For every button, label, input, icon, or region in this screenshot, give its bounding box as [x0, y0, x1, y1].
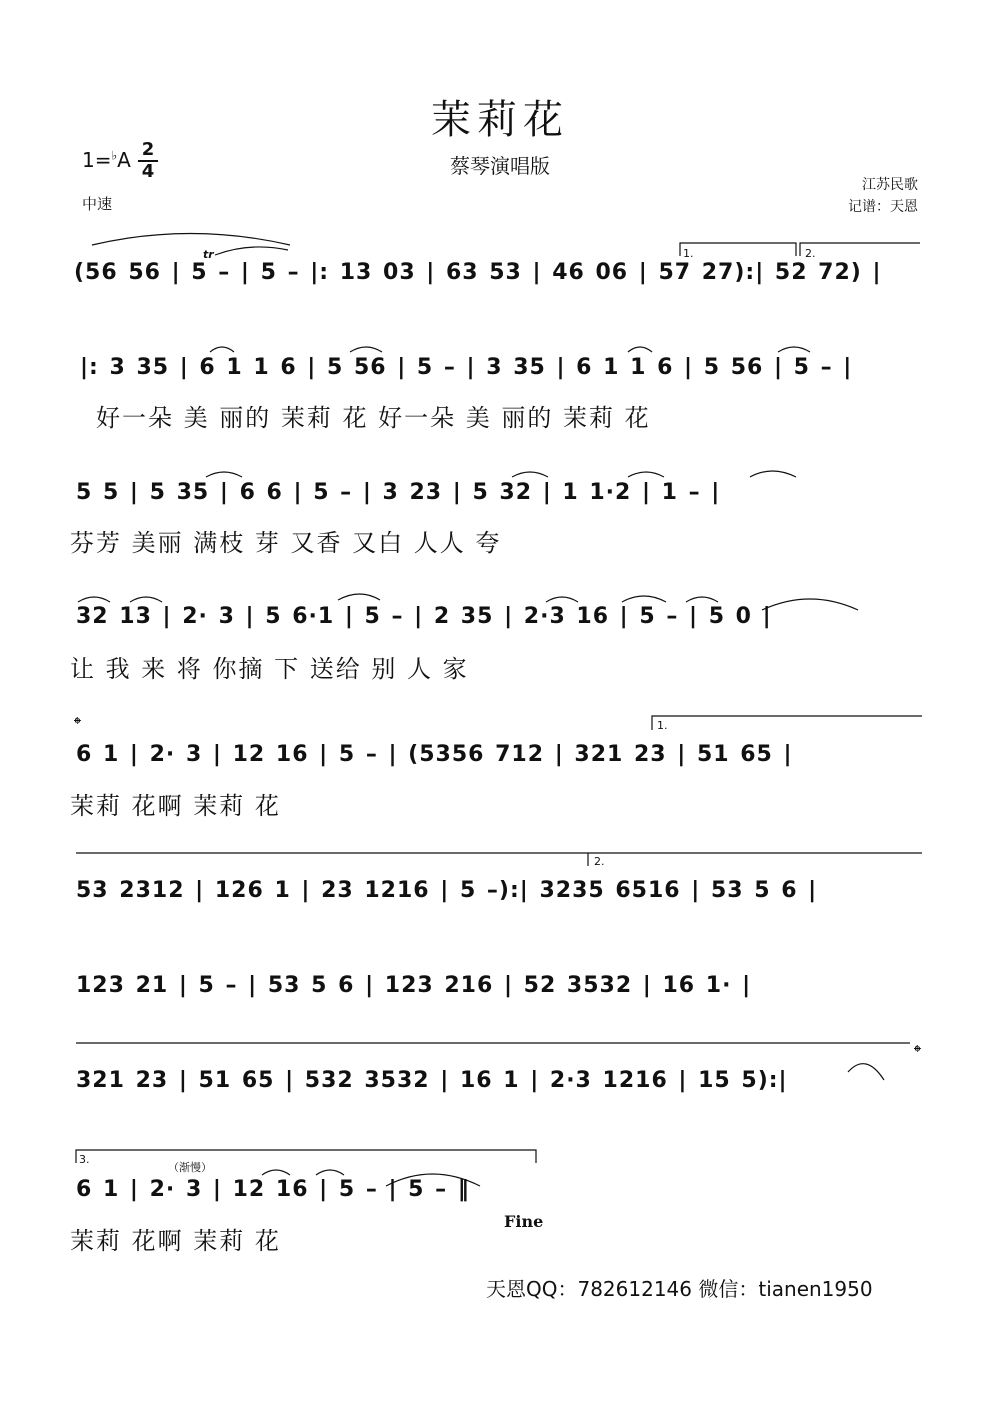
volta-bracket-2b [588, 853, 922, 866]
slur-10 [130, 597, 162, 602]
staff-line-8-notes: 321 23 | 51 65 | 532 3532 | 16 1 | 2·3 1216 | 15 5):| [76, 1068, 788, 1093]
volta-bracket-1b [652, 716, 922, 730]
slur-18 [386, 1174, 480, 1186]
time-signature-bottom: 4 [138, 160, 158, 182]
staff-line-9-lyrics: 茉莉 花啊 茉莉 花 [70, 1227, 281, 1255]
coda-mark-end: 𝄌 [914, 1040, 921, 1064]
staff-line-4-lyrics: 让 我 来 将 你摘 下 送给 别 人 家 [70, 655, 469, 683]
staff-line-6-notes: 53 2312 | 126 1 | 23 1216 | 5 –):| 3235 6516 | 53 5 6 | [76, 878, 818, 903]
slur-6 [512, 472, 548, 477]
slur-17 [316, 1170, 344, 1175]
slur-14 [686, 597, 718, 602]
time-signature-top: 2 [141, 139, 155, 160]
staff-line-1-notes: (56 56 | 5 – | 5 – |: 13 03 | 63 53 | 46 06 | 57 27):| 52 72) | [74, 260, 882, 285]
trill-mark: tr [203, 248, 214, 261]
slur-16 [262, 1170, 290, 1175]
slur-2 [350, 347, 382, 352]
staff-line-5-lyrics: 茉莉 花啊 茉莉 花 [70, 792, 281, 820]
slur-9 [78, 597, 110, 602]
slur-1 [210, 347, 234, 352]
slur-7 [628, 472, 664, 477]
song-subtitle: 蔡琴演唱版 [450, 154, 550, 178]
staff-line-5-notes: 6 1 | 2· 3 | 12 16 | 5 – | (5356 712 | 321 23 | 51 65 | [76, 742, 793, 767]
volta-1-label-b: 1. [657, 719, 668, 732]
staff-line-7-notes: 123 21 | 5 – | 53 5 6 | 123 216 | 52 3532 | 16 1· | [76, 973, 752, 998]
fine-mark: Fine [504, 1212, 544, 1231]
key-prefix: 1= [82, 148, 112, 172]
transcriber-credit: 记谱：天恩 [848, 199, 918, 215]
volta-2-label-b: 2. [594, 855, 605, 868]
coda-mark: 𝄌 [74, 712, 81, 736]
slur-8 [750, 471, 796, 477]
slur-intro [92, 234, 290, 246]
slur-3 [628, 347, 652, 352]
staff-line-3-notes: 5 5 | 5 35 | 6 6 | 5 – | 3 23 | 5 32 | 1 1·2 | 1 – | [76, 480, 721, 505]
staff-line-2-notes: |: 3 35 | 6 1 1 6 | 5 56 | 5 – | 3 35 | 6 1 1 6 | 5 56 | 5 – | [80, 355, 853, 380]
volta-bracket-1 [680, 243, 796, 256]
flat-sign: ♭ [111, 148, 118, 163]
song-title: 茉莉花 [431, 97, 569, 143]
slur-19 [848, 1064, 884, 1080]
volta-2-label: 2. [805, 247, 816, 260]
volta-bracket-3 [76, 1150, 536, 1163]
slur-12 [546, 597, 578, 602]
staff-line-4-notes: 32 13 | 2· 3 | 5 6·1 | 5 – | 2 35 | 2·3 16 | 5 – | 5 0 | [76, 604, 772, 629]
volta-3-label: 3. [79, 1153, 90, 1166]
slur-5 [206, 472, 242, 477]
staff-line-3-lyrics: 芬芳 美丽 满枝 芽 又香 又白 人人 夸 [70, 529, 502, 557]
contact-info: 天恩QQ：782612146 微信：tianen1950 [486, 1277, 873, 1301]
slur-11 [338, 594, 380, 600]
key-note: A [117, 148, 131, 172]
origin-credit: 江苏民歌 [862, 177, 918, 193]
tempo-marking: 中速 [82, 195, 113, 213]
slur-15 [762, 599, 858, 610]
staff-line-9-notes: 6 1 | 2· 3 | 12 16 | 5 – | 5 – ‖ [76, 1177, 470, 1202]
slur-13 [622, 596, 666, 602]
volta-1-label: 1. [683, 247, 694, 260]
staff-line-2-lyrics: 好一朵 美 丽的 茉莉 花 好一朵 美 丽的 茉莉 花 [96, 404, 651, 432]
slur-trill [215, 247, 288, 255]
volta-bracket-2 [800, 243, 920, 256]
slur-4 [778, 347, 810, 352]
ritardando-mark: （渐慢） [168, 1161, 212, 1174]
